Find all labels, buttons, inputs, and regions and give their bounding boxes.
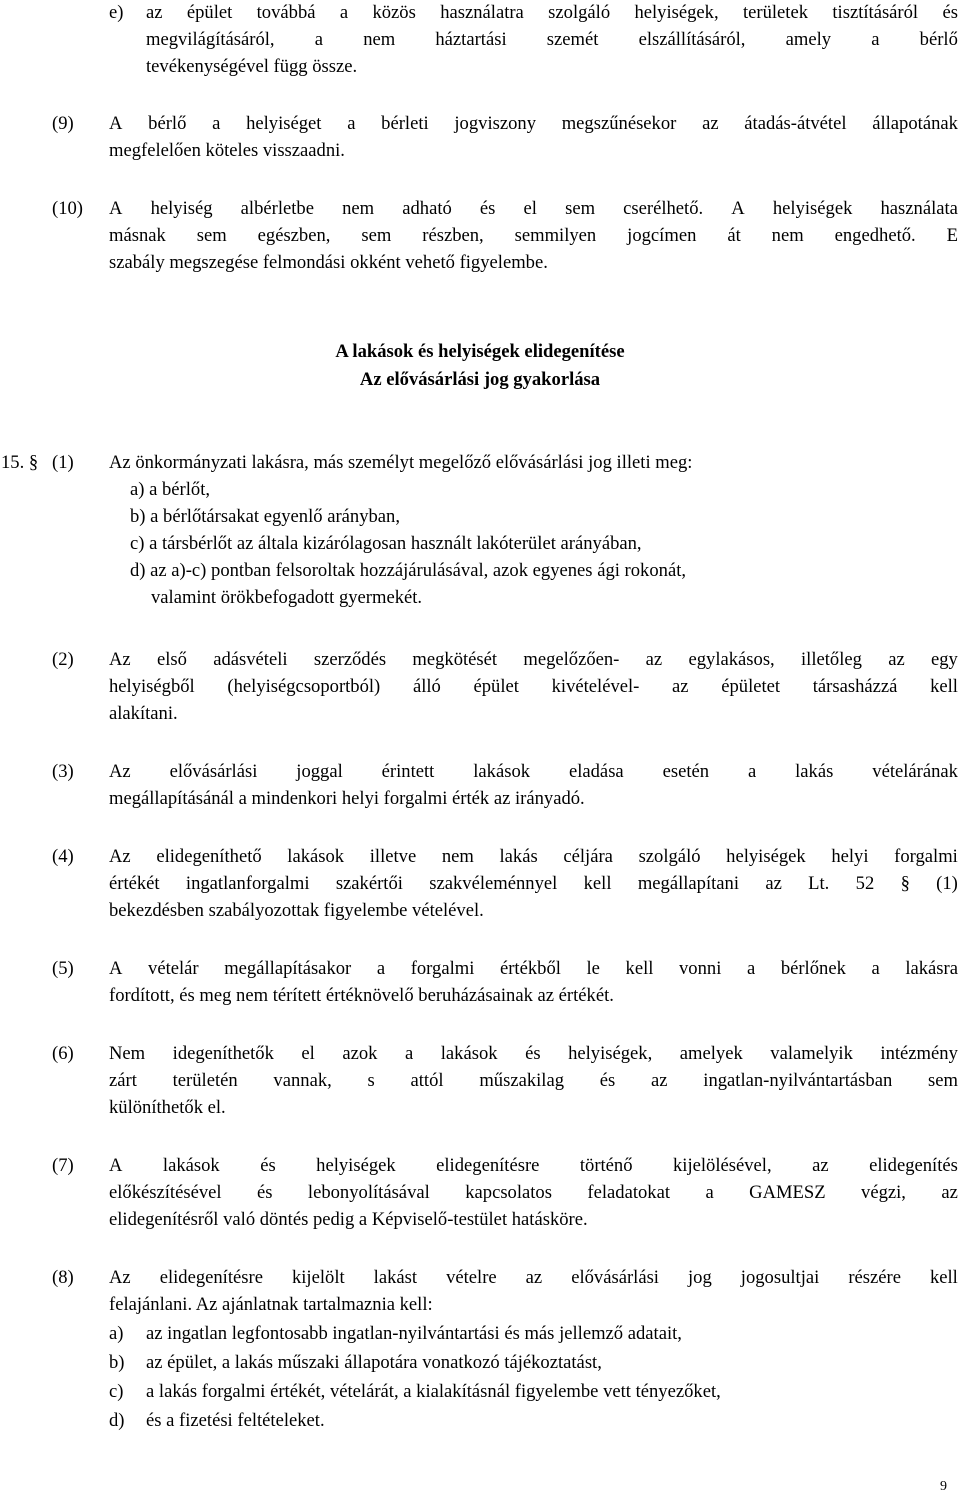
- word: az: [651, 1070, 668, 1091]
- word: azok: [342, 1043, 378, 1064]
- word: bérlő: [148, 113, 187, 134]
- word: történő: [579, 1155, 633, 1176]
- word: (1): [936, 873, 958, 894]
- word: kell: [930, 676, 958, 697]
- list-item: d) az a)-c) pontban felsoroltak hozzájárulásával, azok egyenes ági rokonát,: [130, 560, 687, 581]
- word: el: [301, 1043, 315, 1064]
- list-item: b) a bérlőtársakat egyenlő arányban,: [130, 506, 400, 527]
- word: feladatokat: [587, 1182, 670, 1203]
- word: elővásárlási: [169, 761, 258, 782]
- word: helyiségből: [109, 676, 195, 697]
- word: valamelyik: [770, 1043, 853, 1064]
- word: A: [109, 958, 123, 979]
- word: és: [479, 198, 496, 219]
- word: forgalmi: [894, 846, 958, 867]
- word: a: [871, 29, 880, 50]
- word: szakvéleménnyel: [429, 873, 558, 894]
- paragraph-number: (4): [52, 846, 74, 867]
- text-line: [109, 1068, 958, 1094]
- text-line: [109, 956, 958, 982]
- text-line: elidegenítésről való döntés pedig a Képviselő-testület hatásköre.: [109, 1209, 588, 1230]
- word: használata: [880, 198, 958, 219]
- word: helyiségek,: [634, 2, 719, 23]
- word: Lt.: [808, 873, 830, 894]
- word: intézmény: [880, 1043, 958, 1064]
- word: amely: [785, 29, 832, 50]
- word: az: [702, 113, 719, 134]
- word: attól: [410, 1070, 444, 1091]
- word: kivételével-: [551, 676, 640, 697]
- paragraph-number: (3): [52, 761, 74, 782]
- word: céljára: [563, 846, 613, 867]
- word: sem: [565, 198, 596, 219]
- list-item-label: b): [109, 1352, 125, 1373]
- list-item-continuation: valamint örökbefogadott gyermekét.: [151, 587, 423, 608]
- word: forgalmi: [410, 958, 475, 979]
- text-line: [109, 1265, 958, 1291]
- page-number: 9: [940, 1479, 947, 1494]
- word: a: [746, 958, 756, 979]
- text-line: felajánlani. Az ajánlatnak tartalmaznia kell:: [109, 1294, 433, 1315]
- word: jog: [688, 1267, 712, 1288]
- word: részben,: [422, 225, 484, 246]
- word: semmilyen: [514, 225, 597, 246]
- paragraph-number: (8): [52, 1267, 74, 1288]
- word: szerződés: [313, 649, 387, 670]
- list-item: c) a társbérlőt az általa kizárólagosan használt lakóterület arányában,: [130, 533, 642, 554]
- word: el: [523, 198, 537, 219]
- item-label: e): [109, 2, 124, 23]
- word: nem: [441, 846, 474, 867]
- word: Az: [109, 761, 131, 782]
- text-line: [109, 674, 958, 700]
- word: joggal: [296, 761, 343, 782]
- paragraph-number: (6): [52, 1043, 74, 1064]
- word: társasházzá: [812, 676, 898, 697]
- word: értékből: [499, 958, 561, 979]
- word: adható: [402, 198, 452, 219]
- word: egy: [931, 649, 958, 670]
- word: vonni: [679, 958, 722, 979]
- word: Az: [109, 846, 131, 867]
- word: kell: [929, 1267, 958, 1288]
- text-line: [109, 223, 958, 249]
- word: kell: [625, 958, 654, 979]
- word: lakást: [373, 1267, 418, 1288]
- word: ingatlanforgalmi: [185, 873, 310, 894]
- word: és: [942, 2, 958, 23]
- word: Nem: [109, 1043, 146, 1064]
- word: és: [260, 1155, 276, 1176]
- word: a: [339, 2, 349, 23]
- text-line: bekezdésben szabályozottak figyelembe vételével.: [109, 900, 484, 921]
- word: lakásra: [905, 958, 958, 979]
- word: a: [314, 29, 324, 50]
- word: a: [705, 1182, 714, 1203]
- text-line: szabály megszegése felmondási okként vehető figyelembe.: [109, 252, 548, 273]
- word: megvilágításáról,: [146, 29, 275, 50]
- text-line: [109, 1153, 958, 1179]
- word: egészben,: [257, 225, 331, 246]
- word: jogosultjai: [740, 1267, 820, 1288]
- word: végzi,: [861, 1182, 906, 1203]
- word: bérleti: [381, 113, 429, 134]
- text-line: [109, 111, 958, 137]
- word: használatra: [440, 2, 524, 23]
- word: GAMESZ: [749, 1182, 826, 1203]
- word: sem: [361, 225, 392, 246]
- word: előkészítésével: [109, 1182, 222, 1203]
- word: lakások: [287, 846, 345, 867]
- text-line: [109, 1180, 958, 1206]
- word: helyiségek: [316, 1155, 396, 1176]
- word: továbbá: [256, 2, 316, 23]
- word: cserélhető.: [623, 198, 704, 219]
- paragraph-number: (2): [52, 649, 74, 670]
- word: a: [404, 1043, 414, 1064]
- word: bérlőnek: [780, 958, 846, 979]
- word: Az: [109, 649, 131, 670]
- text-line: [109, 871, 958, 897]
- word: műszakilag: [479, 1070, 565, 1091]
- word: állapotának: [872, 113, 958, 134]
- word: helyiségek,: [568, 1043, 653, 1064]
- list-item-label: c): [109, 1381, 124, 1402]
- word: a: [747, 761, 757, 782]
- word: és: [525, 1043, 541, 1064]
- word: az: [888, 649, 905, 670]
- paragraph-number: (10): [52, 198, 83, 219]
- word: átadás-átvétel: [744, 113, 847, 134]
- word: kapcsolatos: [465, 1182, 552, 1203]
- list-item: a lakás forgalmi értékét, vételárát, a kialakításnál figyelembe vett tényezőket,: [146, 1381, 721, 1402]
- word: helyiségek: [772, 198, 853, 219]
- word: az: [146, 2, 163, 23]
- text-line: fordított, és meg nem térített értéknövelő beruházásainak az értékét.: [109, 985, 614, 1006]
- word: elidegenítés: [869, 1155, 958, 1176]
- word: A: [109, 1155, 123, 1176]
- word: vannak,: [273, 1070, 332, 1091]
- word: vételre: [446, 1267, 497, 1288]
- list-item: az épület, a lakás műszaki állapotára vonatkozó tájékoztatást,: [146, 1352, 602, 1373]
- word: épületet: [721, 676, 781, 697]
- section-number: 15. §: [1, 452, 39, 473]
- word: lakás: [795, 761, 834, 782]
- word: sem: [196, 225, 227, 246]
- word: át: [727, 225, 741, 246]
- word: elidegenítésre: [436, 1155, 540, 1176]
- word: lakások: [162, 1155, 220, 1176]
- word: vételár: [148, 958, 199, 979]
- text-line: [109, 1041, 958, 1067]
- paragraph-number: (7): [52, 1155, 74, 1176]
- word: szemét: [546, 29, 599, 50]
- word: és: [256, 1182, 273, 1203]
- word: nem: [342, 198, 375, 219]
- word: jogcímen: [627, 225, 697, 246]
- word: engedhető.: [834, 225, 916, 246]
- word: jogviszony: [454, 113, 536, 134]
- text-line: megfelelően köteles visszaadni.: [109, 140, 345, 161]
- word: ingatlan-nyilvántartásban: [703, 1070, 893, 1091]
- word: érintett: [381, 761, 435, 782]
- word: megszűnésekor: [561, 113, 677, 134]
- word: adásvételi: [213, 649, 288, 670]
- text-line: tevékenységével függ össze.: [146, 56, 358, 77]
- word: elővásárlási: [571, 1267, 659, 1288]
- word: sem: [928, 1070, 958, 1091]
- word: §: [900, 873, 910, 894]
- word: Az: [109, 1267, 131, 1288]
- word: az: [941, 1182, 958, 1203]
- word: vételárának: [872, 761, 958, 782]
- paragraph-number: (9): [52, 113, 74, 134]
- word: épület: [186, 2, 233, 23]
- word: megelőzően-: [523, 649, 620, 670]
- word: részére: [848, 1267, 901, 1288]
- word: eladása: [568, 761, 624, 782]
- text-line: [109, 844, 958, 870]
- text-line: [146, 27, 958, 53]
- text-line: különíthetők el.: [109, 1097, 226, 1118]
- list-item: és a fizetési feltételeket.: [146, 1410, 325, 1431]
- text-line: Az önkormányzati lakásra, más személyt megelőző elővásárlási jog illeti meg:: [109, 452, 693, 473]
- word: bérlő: [919, 29, 958, 50]
- word: szolgáló: [548, 2, 611, 23]
- word: és: [599, 1070, 616, 1091]
- word: (helyiségcsoportból): [227, 676, 381, 697]
- paragraph-number: (1): [52, 452, 74, 473]
- word: megállapításakor: [224, 958, 352, 979]
- word: az: [525, 1267, 543, 1288]
- section-subheading: Az elővásárlási jog gyakorlása: [359, 369, 601, 390]
- word: lakások: [473, 761, 531, 782]
- text-line: [109, 196, 958, 222]
- text-line: megállapításánál a mindenkori helyi forgalmi érték az irányadó.: [109, 788, 585, 809]
- text-line: [109, 647, 958, 673]
- word: lakások: [440, 1043, 498, 1064]
- word: megállapítani: [637, 873, 740, 894]
- word: A: [731, 198, 745, 219]
- word: tisztításáról: [832, 2, 919, 23]
- word: helyiségek: [726, 846, 806, 867]
- list-item: a) a bérlőt,: [130, 479, 211, 500]
- word: 52: [855, 873, 875, 894]
- word: az: [672, 676, 689, 697]
- word: nem: [363, 29, 396, 50]
- word: területek: [742, 2, 809, 23]
- word: elszállításáról,: [638, 29, 746, 50]
- word: közös: [372, 2, 416, 23]
- word: amelyek: [679, 1043, 743, 1064]
- word: albérletbe: [240, 198, 314, 219]
- word: s: [367, 1070, 375, 1091]
- section-heading: A lakások és helyiségek elidegenítése: [335, 341, 625, 362]
- word: a: [347, 113, 356, 134]
- word: szolgáló: [638, 846, 701, 867]
- word: helyiség: [150, 198, 213, 219]
- paragraph-number: (5): [52, 958, 74, 979]
- word: illetve: [369, 846, 417, 867]
- list-item-label: d): [109, 1410, 125, 1431]
- word: épület: [473, 676, 519, 697]
- word: az: [645, 649, 663, 670]
- word: A: [109, 113, 123, 134]
- word: le: [586, 958, 600, 979]
- word: illetőleg: [800, 649, 862, 670]
- word: lakás: [499, 846, 538, 867]
- list-item-label: a): [109, 1323, 124, 1344]
- word: a: [871, 958, 880, 979]
- word: a: [212, 113, 221, 134]
- word: esetén: [662, 761, 710, 782]
- word: elidegeníthető: [156, 846, 262, 867]
- word: területén: [172, 1070, 238, 1091]
- word: háztartási: [435, 29, 507, 50]
- text-line: [146, 0, 958, 26]
- word: kijelölt: [291, 1267, 345, 1288]
- word: megkötését: [412, 649, 498, 670]
- word: helyiséget: [246, 113, 322, 134]
- word: álló: [412, 676, 441, 697]
- word: lebonyolításával: [307, 1182, 430, 1203]
- text-line: [109, 759, 958, 785]
- word: idegeníthetők: [172, 1043, 274, 1064]
- word: a: [376, 958, 386, 979]
- word: másnak: [109, 225, 166, 246]
- word: E: [946, 225, 958, 246]
- word: az: [765, 873, 782, 894]
- word: kijelölésével,: [673, 1155, 772, 1176]
- word: szakértői: [335, 873, 403, 894]
- word: nem: [771, 225, 804, 246]
- word: elidegenítésre: [159, 1267, 263, 1288]
- word: A: [109, 198, 123, 219]
- word: kell: [583, 873, 612, 894]
- text-line: alakítani.: [109, 703, 178, 724]
- list-item: az ingatlan legfontosabb ingatlan-nyilvántartási és más jellemző adatait,: [146, 1323, 682, 1344]
- word: egylakásos,: [688, 649, 775, 670]
- word: első: [156, 649, 187, 670]
- word: értékét: [109, 873, 160, 894]
- word: zárt: [109, 1070, 137, 1091]
- word: az: [812, 1155, 829, 1176]
- word: helyi: [831, 846, 869, 867]
